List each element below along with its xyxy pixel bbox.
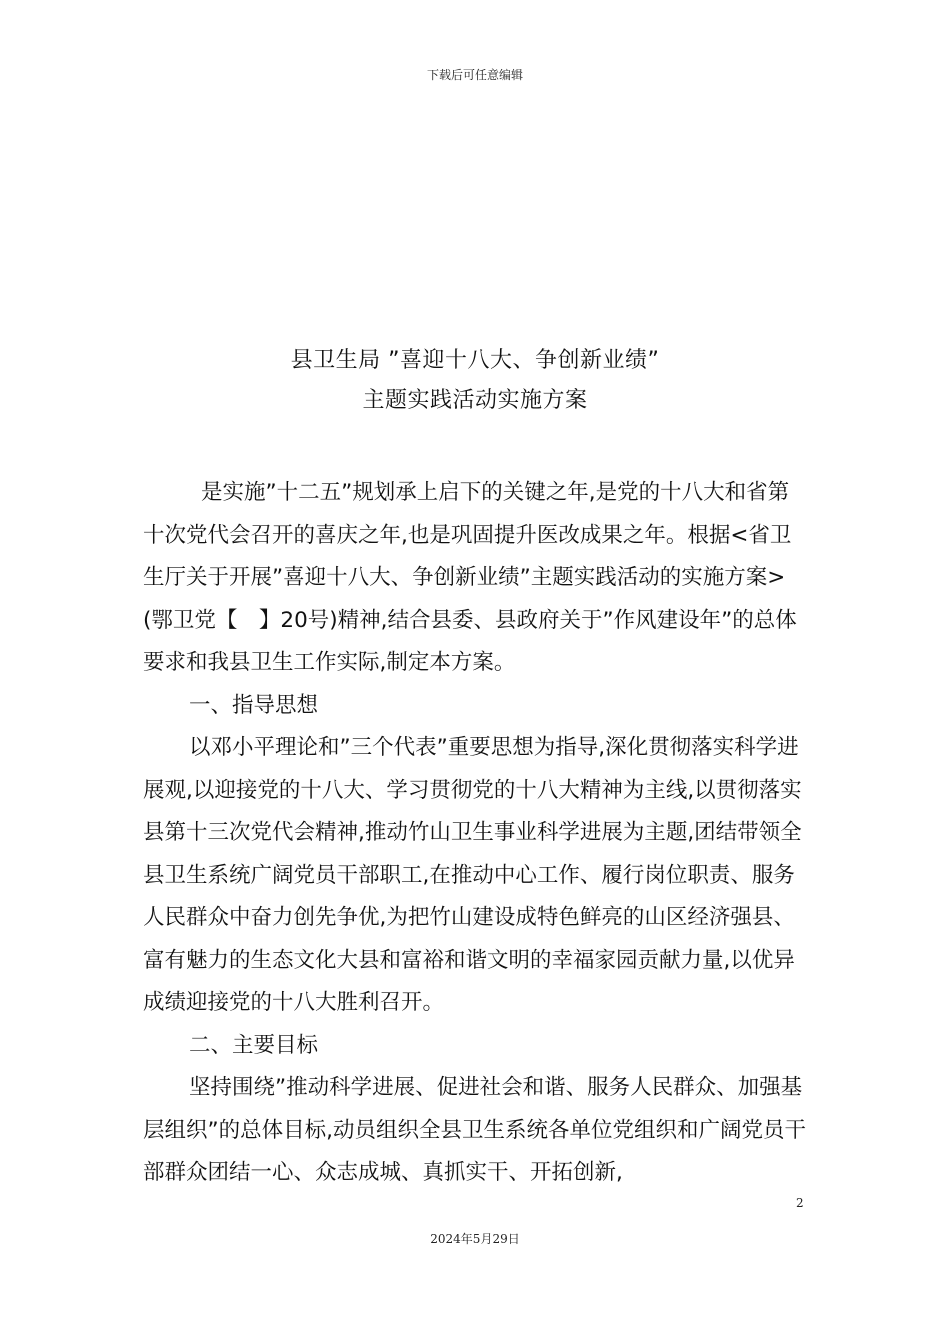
document-body (143, 472, 808, 1195)
section-1-paragraph: 以邓小平理论和”三个代表”重要思想为指导,深化贯彻落实科学进展观,以迎接党的十八大、学习贯彻党的十八大精神为主线,以贯彻落实县第十三次党代会精神,推动竹山卫生事业科学进展为主题,团结带领全县卫生系统广阔党员干部职工,在推动中心工作、履行岗位职责、服务人民群众中奋力创先争优,为把竹山建设成特色鲜亮的山区经济强县、富有魅力的生态文化大县和富裕和谐文明的幸福家园贡献力量,以优异成绩迎接党的十八大胜利召开。 (143, 735, 802, 1015)
section-2-heading: 二、主要目标 (189, 1032, 319, 1058)
intro-paragraph: 是实施”十二五”规划承上启下的关键之年,是党的十八大和省第十次党代会召开的喜庆之年,也是巩固提升医改成果之年。根据<省卫生厅关于开展”喜迎十八大、争创新业绩”主题实践活动的实施方案>(鄂卫党【 】20号)精神,结合县委、县政府关于”作风建设年”的总体要求和我县卫生工作实际,制定本方案。 (143, 480, 797, 675)
document-title-line-2: 主题实践活动实施方案 (362, 388, 588, 413)
document-title-line-1: 县卫生局 ”喜迎十八大、争创新业绩” (290, 348, 660, 373)
footer-date: 2024年5月29日 (430, 1232, 520, 1246)
page-number: 2 (796, 1196, 804, 1210)
section-1-heading: 一、指导思想 (189, 692, 319, 718)
header-note: 下载后可任意编辑 (426, 68, 523, 82)
section-2-paragraph: 坚持围绕”推动科学进展、促进社会和谐、服务人民群众、加强基层组织”的总体目标,动员组织全县卫生系统各单位党组织和广阔党员干部群众团结一心、众志成城、真抓实干、开拓创新, (143, 1075, 806, 1185)
